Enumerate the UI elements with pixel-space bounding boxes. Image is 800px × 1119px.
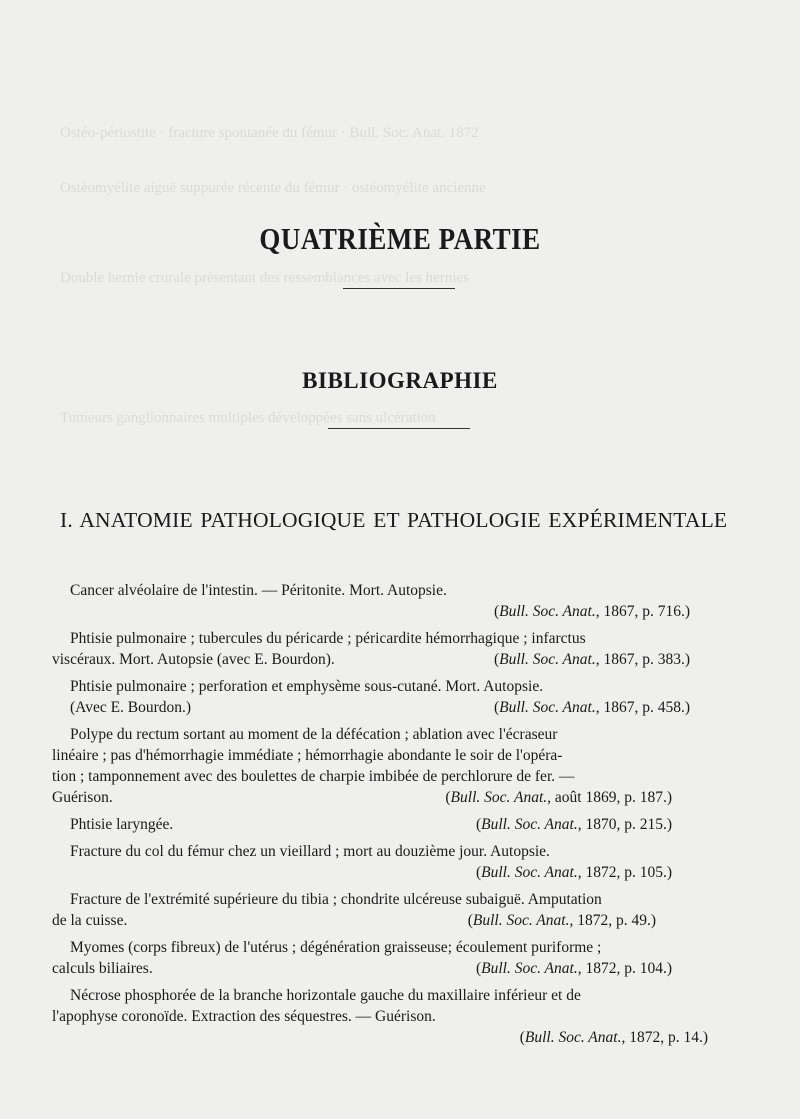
entry-reference: (Bull. Soc. Anat., 1872, p. 104.) <box>475 960 672 977</box>
entry-reference: (Bull. Soc. Anat., 1872, p. 14.) <box>519 1029 708 1046</box>
part-title: QUATRIÈME PARTIE <box>259 222 541 256</box>
bibliography-entry <box>52 628 726 670</box>
journal-name: Bull. Soc. Anat. <box>499 651 596 668</box>
entry-text: Nécrose phosphorée de la branche horizontale gauche du maxillaire inférieur et de <box>70 987 581 1004</box>
entry-reference: (Bull. Soc. Anat., 1867, p. 458.) <box>493 699 690 716</box>
title-divider <box>328 428 470 429</box>
entry-text: Cancer alvéolaire de l'intestin. — Péritonite. Mort. Autopsie. <box>70 582 447 599</box>
journal-name: Bull. Soc. Anat. <box>499 699 596 716</box>
entry-text-line: linéaire ; pas d'hémorrhagie immédiate ; hémorrhagie abondante le soir de l'opéra- <box>52 747 563 764</box>
entry-text-line: Guérison. <box>52 789 113 806</box>
bibliography-entry <box>70 676 726 718</box>
entry-text-line: de la cuisse. <box>52 912 128 929</box>
journal-name: Bull. Soc. Anat. <box>472 912 570 929</box>
title-divider <box>343 288 455 289</box>
journal-name: Bull. Soc. Anat. <box>481 960 578 977</box>
journal-name: Bull. Soc. Anat. <box>481 864 578 881</box>
entry-reference: (Bull. Soc. Anat., 1872, p. 105.) <box>475 864 672 881</box>
entry-text: Fracture de l'extrémité supérieure du tibia ; chondrite ulcéreuse subaiguë. Amputation <box>70 891 602 908</box>
bibliography-entry <box>52 937 726 979</box>
bleed-through-text: Ostéomyélite aiguë suppurée récente du fémur · ostéomyélite ancienne <box>60 180 486 196</box>
reference-details: , 1867, p. 383.) <box>595 651 690 668</box>
bibliography-entry <box>70 814 726 835</box>
journal-name: Bull. Soc. Anat. <box>499 603 596 620</box>
entry-text: Polype du rectum sortant au moment de la défécation ; ablation avec l'écraseur <box>70 726 558 743</box>
entry-text: Fracture du col du fémur chez un vieillard ; mort au douzième jour. Autopsie. <box>70 843 550 860</box>
bibliography-entry <box>52 985 726 1048</box>
journal-name: Bull. Soc. Anat. <box>481 816 578 833</box>
entry-text: Phtisie pulmonaire ; perforation et emphysème sous-cutané. Mort. Autopsie. <box>70 678 544 695</box>
entry-reference: (Bull. Soc. Anat., 1867, p. 383.) <box>493 651 690 668</box>
reference-details: , 1872, p. 49.) <box>569 912 656 929</box>
reference-details: , 1867, p. 716.) <box>595 603 690 620</box>
reference-details: , 1872, p. 105.) <box>577 864 672 881</box>
entry-reference: (Bull. Soc. Anat., 1867, p. 716.) <box>493 603 690 620</box>
bleed-through-text: Double hernie crurale présentant des ressemblances avec les hernies <box>60 270 469 286</box>
bibliography-entry <box>52 724 726 808</box>
entry-text-continued <box>52 958 726 979</box>
section-heading: I. ANATOMIE PATHOLOGIQUE ET PATHOLOGIE EXPÉRIMENTALE <box>60 508 728 532</box>
entry-text-continued <box>70 814 726 835</box>
journal-name: Bull. Soc. Anat. <box>450 789 548 806</box>
entry-text-continued <box>52 910 726 931</box>
entry-text-line: viscéraux. Mort. Autopsie (avec E. Bourdon). <box>52 651 335 668</box>
journal-name: Bull. Soc. Anat. <box>524 1029 622 1046</box>
reference-details: , 1872, p. 14.) <box>621 1029 708 1046</box>
bibliography-entry <box>70 841 726 883</box>
entry-text-line: tion ; tamponnement avec des boulettes de charpie imbibée de perchlorure de fer. — <box>52 768 575 785</box>
entry-text-continued <box>52 787 726 808</box>
entry-text: Phtisie pulmonaire ; tubercules du péricarde ; péricardite hémorrhagique ; infarctus <box>70 630 586 647</box>
reference-details: , 1867, p. 458.) <box>595 699 690 716</box>
bibliography-list <box>52 580 726 1054</box>
bleed-through-text: Ostéo-périostite · fracture spontanée du fémur · Bull. Soc. Anat. 1872 <box>60 125 479 141</box>
entry-text: Myomes (corps fibreux) de l'utérus ; dégénération graisseuse; écoulement puriforme ; <box>70 939 602 956</box>
entry-text-line: (Avec E. Bourdon.) <box>70 699 192 716</box>
bibliography-title: BIBLIOGRAPHIE <box>302 368 498 393</box>
entry-reference: (Bull. Soc. Anat., 1870, p. 215.) <box>475 816 672 833</box>
bibliography-entry <box>70 580 726 622</box>
entry-reference: (Bull. Soc. Anat., 1872, p. 49.) <box>467 912 656 929</box>
reference-details: , 1870, p. 215.) <box>577 816 672 833</box>
bibliography-entry <box>52 889 726 931</box>
entry-text-continued <box>70 697 726 718</box>
entry-text-line: l'apophyse coronoïde. Extraction des séquestres. — Guérison. <box>52 1008 436 1025</box>
reference-details: , août 1869, p. 187.) <box>547 789 672 806</box>
entry-text-line: Phtisie laryngée. <box>70 816 174 833</box>
entry-text-continued <box>52 649 726 670</box>
entry-reference: (Bull. Soc. Anat., août 1869, p. 187.) <box>445 789 672 806</box>
reference-details: , 1872, p. 104.) <box>577 960 672 977</box>
entry-text-line: calculs biliaires. <box>52 960 153 977</box>
bleed-through-text: Tumeurs ganglionnaires multiples développées sans ulcération <box>60 410 436 426</box>
